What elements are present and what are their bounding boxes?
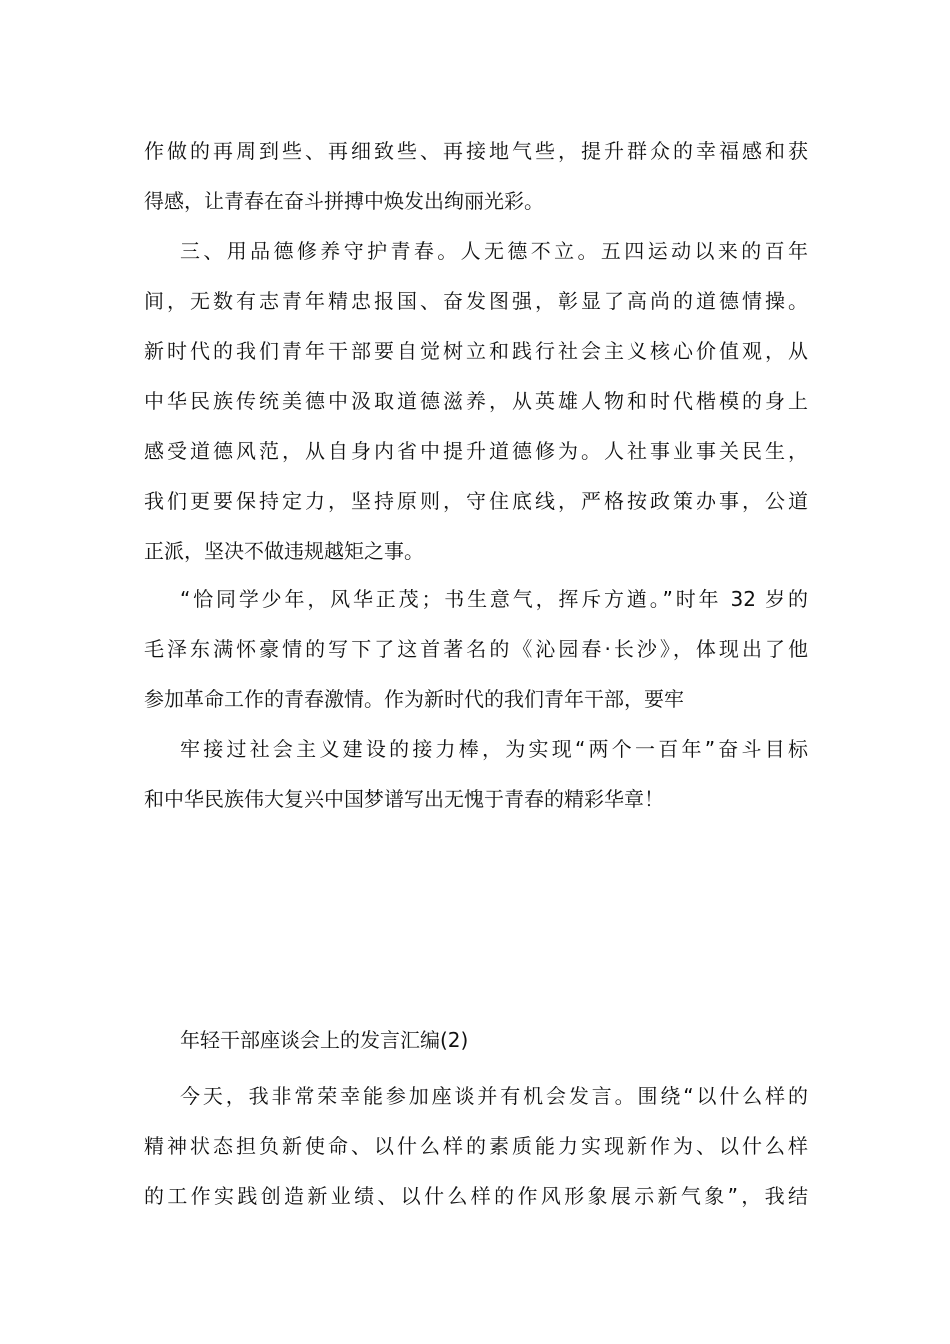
paragraph-line: 我们更要保持定力，坚持原则，守住底线，严格按政策办事，公道 bbox=[144, 489, 808, 513]
paragraph-4 bbox=[144, 724, 808, 824]
paragraph-line: 感受道德风范，从自身内省中提升道德修为。人社事业事关民生， bbox=[144, 439, 808, 463]
section-title-block bbox=[144, 1015, 808, 1065]
paragraph-line: 牢接过社会主义建设的接力棒，为实现“两个一百年”奋斗目标 bbox=[180, 737, 808, 761]
paragraph-line: “恰同学少年，风华正茂；书生意气，挥斥方遒。”时年 32 岁的 bbox=[180, 587, 808, 611]
paragraph-line: 得感，让青春在奋斗拼搏中焕发出绚丽光彩。 bbox=[144, 189, 544, 213]
paragraph-line: 中华民族传统美德中汲取道德滋养，从英雄人物和时代楷模的身上 bbox=[144, 389, 808, 413]
paragraph-line: 正派，坚决不做违规越矩之事。 bbox=[144, 539, 424, 563]
paragraph-5 bbox=[144, 1071, 808, 1221]
paragraph-2 bbox=[144, 226, 808, 576]
paragraph-line: 的工作实践创造新业绩、以什么样的作风形象展示新气象”，我结 bbox=[144, 1184, 808, 1208]
paragraph-line: 和中华民族伟大复兴中国梦谱写出无愧于青春的精彩华章！ bbox=[144, 787, 664, 811]
paragraph-line: 精神状态担负新使命、以什么样的素质能力实现新作为、以什么样 bbox=[144, 1134, 808, 1158]
paragraph-line: 今天，我非常荣幸能参加座谈并有机会发言。围绕“以什么样的 bbox=[180, 1084, 808, 1108]
paragraph-line: 三、用品德修养守护青春。人无德不立。五四运动以来的百年 bbox=[180, 239, 808, 263]
paragraph-1 bbox=[144, 126, 808, 226]
section-title: 年轻干部座谈会上的发言汇编(2) bbox=[180, 1028, 469, 1052]
paragraph-line: 新时代的我们青年干部要自觉树立和践行社会主义核心价值观，从 bbox=[144, 339, 808, 363]
paragraph-3 bbox=[144, 574, 808, 724]
paragraph-line: 作做的再周到些、再细致些、再接地气些，提升群众的幸福感和获 bbox=[144, 139, 808, 163]
paragraph-line: 毛泽东满怀豪情的写下了这首著名的《沁园春·长沙》，体现出了他 bbox=[144, 637, 808, 661]
paragraph-line: 间，无数有志青年精忠报国、奋发图强，彰显了高尚的道德情操。 bbox=[144, 289, 808, 313]
paragraph-line: 参加革命工作的青春激情。作为新时代的我们青年干部，要牢 bbox=[144, 687, 684, 711]
